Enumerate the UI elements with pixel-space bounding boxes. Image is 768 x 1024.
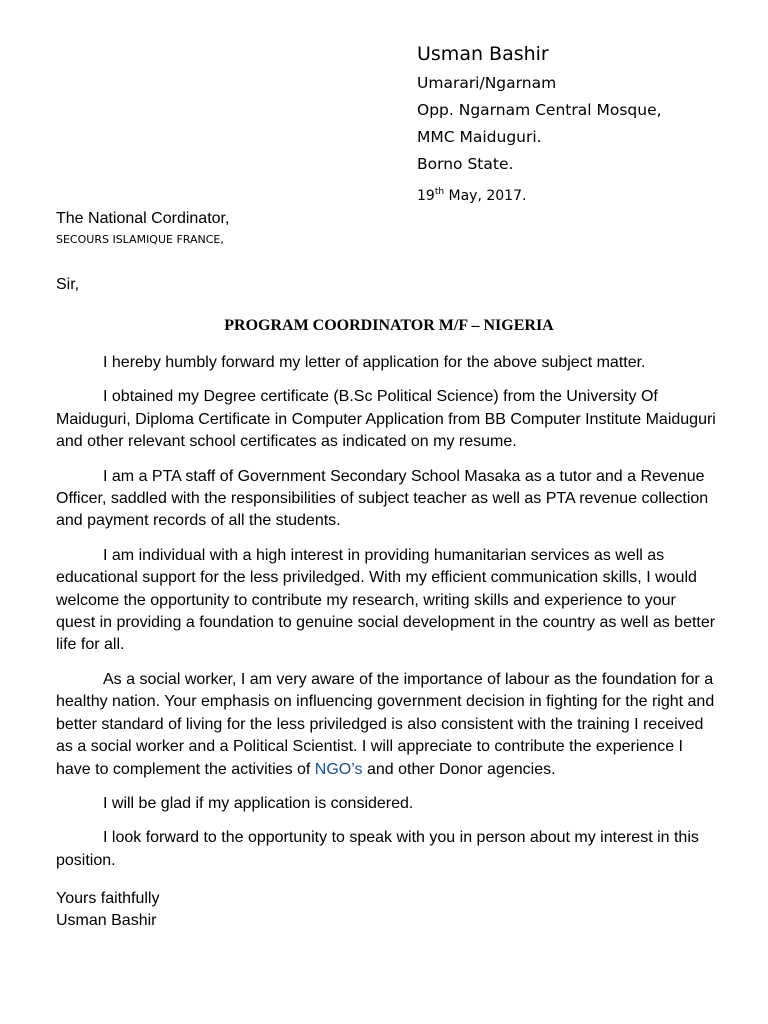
paragraph-text: I am a PTA staff of Government Secondary School Masaka as a tutor and a Revenue Officer, saddled with the responsibilities of subject teacher as well as PTA revenue collection and payment records of all the students. <box>56 467 709 530</box>
closing-block <box>56 888 159 932</box>
address-line: Opp. Ngarnam Central Mosque, <box>417 101 662 119</box>
paragraph-text: I look forward to the opportunity to speak with you in person about my interest in this position. <box>56 829 699 869</box>
paragraph <box>56 386 718 453</box>
paragraph-text: I hereby humbly forward my letter of application for the above subject matter. <box>103 354 646 371</box>
paragraph <box>56 793 718 815</box>
address-line: Borno State. <box>417 155 514 173</box>
paragraph-text: and other Donor agencies. <box>362 760 556 778</box>
paragraph <box>56 827 718 872</box>
ngo-term: NGO’s <box>314 760 363 778</box>
recipient-organization: SECOURS ISLAMIQUE FRANCE, <box>56 233 224 246</box>
paragraph <box>56 466 718 533</box>
paragraph <box>56 545 718 657</box>
sender-address-block <box>417 40 662 207</box>
paragraph-text: I am individual with a high interest in providing humanitarian services as well as educational support for the less priviledged. With my efficient communication skills, I would welcome the opportunity to contribute my research, writing skills and experience to your quest in providing a foundation to genuine social development in the country as well as better life for all. <box>56 546 716 654</box>
paragraph-text: I obtained my Degree certificate (B.Sc Political Science) from the University Of Maiduguri, Diploma Certificate in Computer Application from BB Computer Institute Maiduguri and other relevant school certificates as indicated on my resume. <box>56 388 716 451</box>
salutation: Sir, <box>56 276 80 293</box>
recipient-block <box>56 207 229 250</box>
address-line: Umarari/Ngarnam <box>417 74 557 92</box>
paragraph <box>56 669 718 781</box>
letter-date <box>417 181 662 207</box>
date-rest: May, 2017. <box>444 188 527 204</box>
paragraph-text: As a social worker, I am very aware of the importance of labour as the foundation for a healthy nation. Your emphasis on influencing government decision in fighting for the right and better standard of living for the less priviledged is also consistent with the training I received as a social worker and a Political Scientist. I will appreciate to contribute the experience I have to complement the activities of <box>56 670 715 778</box>
signature-name: Usman Bashir <box>56 912 157 929</box>
paragraph <box>56 352 718 374</box>
recipient-title: The National Cordinator, <box>56 210 230 227</box>
sender-name: Usman Bashir <box>417 43 549 65</box>
address-line: MMC Maiduguri. <box>417 128 542 146</box>
letter-body <box>56 352 718 884</box>
paragraph-text: I will be glad if my application is considered. <box>103 794 414 812</box>
subject-heading: PROGRAM COORDINATOR M/F – NIGERIA <box>224 317 554 334</box>
date-day: 19 <box>417 188 435 204</box>
date-suffix: th <box>434 187 445 197</box>
valediction: Yours faithfully <box>56 890 160 907</box>
